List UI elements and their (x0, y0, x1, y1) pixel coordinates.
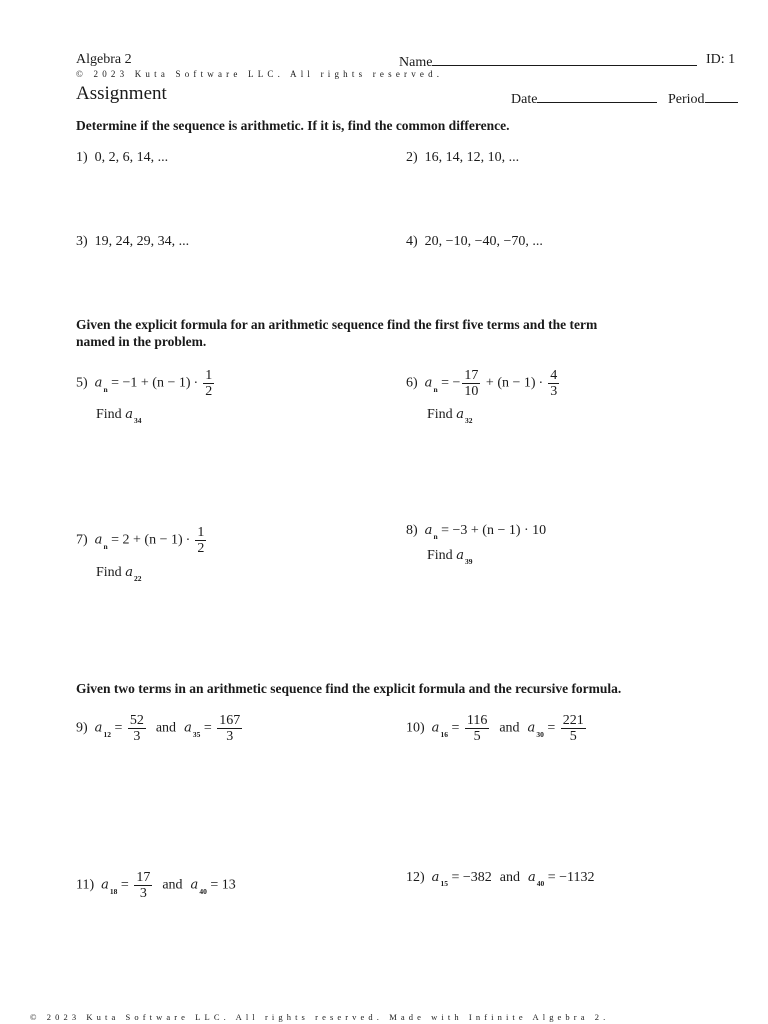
problem-12-number: 12) (406, 870, 425, 885)
name-label: Name (399, 55, 433, 70)
section-1-instruction: Determine if the sequence is arithmetic. If it is, find the common difference. (76, 118, 510, 133)
problem-9-fraction-1: $\frac{52}{3}$ (129, 713, 144, 744)
problem-7-paren: (n − 1) (144, 532, 183, 548)
problem-5: 5) $a_n = -1 + (n - 1)$ · $\frac{1}{2}$ (76, 368, 213, 399)
problem-4-text: 20, −10, −40, −70, ... (424, 234, 543, 249)
problem-6-mid: + (482, 375, 498, 391)
problem-6-number: 6) (406, 375, 418, 391)
problem-8-sub: n (433, 532, 438, 541)
id-label: ID: 1 (706, 52, 736, 67)
problem-6-paren: (n − 1) (497, 375, 536, 391)
problem-7-var: a (94, 532, 103, 548)
section-2-instruction-line1: Given the explicit formula for an arithmetic sequence find the first five terms and the term (76, 317, 598, 332)
problem-7: 7) $a_n = 2 + (n - 1)$ · $\frac{1}{2}$ (76, 525, 205, 556)
problem-5-lhs: = −1 + (107, 375, 153, 391)
problem-6: 6) $a_n$ = − $\frac{17}{10}$ + (n − 1) · $\frac{4}{3}$ (406, 368, 558, 399)
problem-2-number: 2) (406, 150, 418, 165)
problem-5-paren: (n − 1) (152, 375, 191, 391)
problem-11-number: 11) (76, 877, 95, 893)
problem-3 (76, 234, 189, 250)
problem-8 (406, 523, 546, 539)
section-2-instruction-line2: named in the problem. (76, 334, 207, 349)
problem-5-fraction: $\frac{1}{2}$ (205, 368, 213, 399)
problem-12: 12) $a_{15} = -382$ and $a_{40} = -1132$ (406, 870, 595, 888)
period-blank (705, 89, 738, 103)
problem-8-var: a (424, 523, 433, 538)
problem-10-fraction-2: $\frac{221}{5}$ (562, 713, 584, 744)
problem-6-fraction-1: $\frac{17}{10}$ (464, 368, 479, 399)
problem-2 (406, 150, 519, 166)
problem-3-text: 19, 24, 29, 34, ... (94, 234, 190, 249)
problem-7-fraction: $\frac{1}{2}$ (197, 525, 205, 556)
problem-8-rhs: = −3 + (n − 1) · 10 (437, 523, 547, 538)
problem-11-fraction: $\frac{17}{3}$ (136, 870, 151, 901)
section-3-instruction: Given two terms in an arithmetic sequence find the explicit formula and the recursive formula. (76, 681, 622, 696)
problem-9: 9) $a_{12}$ = $\frac{52}{3}$ and $a_{35}$ = $\frac{167}{3}$ (76, 713, 241, 744)
name-field[interactable] (399, 52, 697, 71)
date-blank (537, 89, 657, 103)
problem-6-fraction-2: $\frac{4}{3}$ (550, 368, 558, 399)
problem-9-number: 9) (76, 720, 88, 736)
problem-6-lhs: = − (437, 375, 461, 391)
problem-6-sub: n (433, 384, 438, 394)
problem-10: 10) $a_{16}$ = $\frac{116}{5}$ and $a_{30}$ = $\frac{221}{5}$ (406, 713, 584, 744)
date-field[interactable] (511, 89, 657, 108)
problem-1-text: 0, 2, 6, 14, ... (94, 150, 169, 165)
name-blank (432, 52, 697, 66)
period-label: Period (668, 92, 705, 107)
problem-8-find: Find $a_{39}$ (427, 548, 473, 566)
problem-7-find: Find $a_{22}$ (96, 565, 142, 583)
problem-1 (76, 150, 168, 166)
problem-6-find: Find $a_{32}$ (427, 407, 473, 425)
problem-2-text: 16, 14, 12, 10, ... (424, 150, 520, 165)
problem-11: 11) $a_{18}$ = $\frac{17}{3}$ and $a_{40} = 13$ (76, 870, 236, 901)
problem-5-sub: n (103, 384, 108, 394)
problem-9-fraction-2: $\frac{167}{3}$ (219, 713, 241, 744)
problem-10-fraction-1: $\frac{116}{5}$ (466, 713, 488, 744)
date-label: Date (511, 92, 538, 107)
problem-4 (406, 234, 543, 250)
problem-4-number: 4) (406, 234, 418, 249)
problem-7-number: 7) (76, 532, 88, 548)
page-title: Assignment (76, 83, 167, 104)
problem-6-var: a (424, 375, 433, 391)
problem-7-lhs: = 2 + (107, 532, 145, 548)
period-field[interactable] (668, 89, 738, 108)
problem-5-var: a (94, 375, 103, 391)
problem-7-sub: n (103, 541, 108, 551)
problem-5-number: 5) (76, 375, 88, 391)
header-copyright: © 2023 Kuta Software LLC. All rights reserved. (76, 69, 444, 79)
course-name: Algebra 2 (76, 52, 132, 67)
problem-8-number: 8) (406, 523, 418, 538)
problem-3-number: 3) (76, 234, 88, 249)
footer-copyright: © 2023 Kuta Software LLC. All rights reserved. Made with Infinite Algebra 2. (30, 1012, 610, 1022)
problem-1-number: 1) (76, 150, 88, 165)
problem-10-number: 10) (406, 720, 425, 736)
problem-5-find: Find $a_{34}$ (96, 407, 142, 425)
